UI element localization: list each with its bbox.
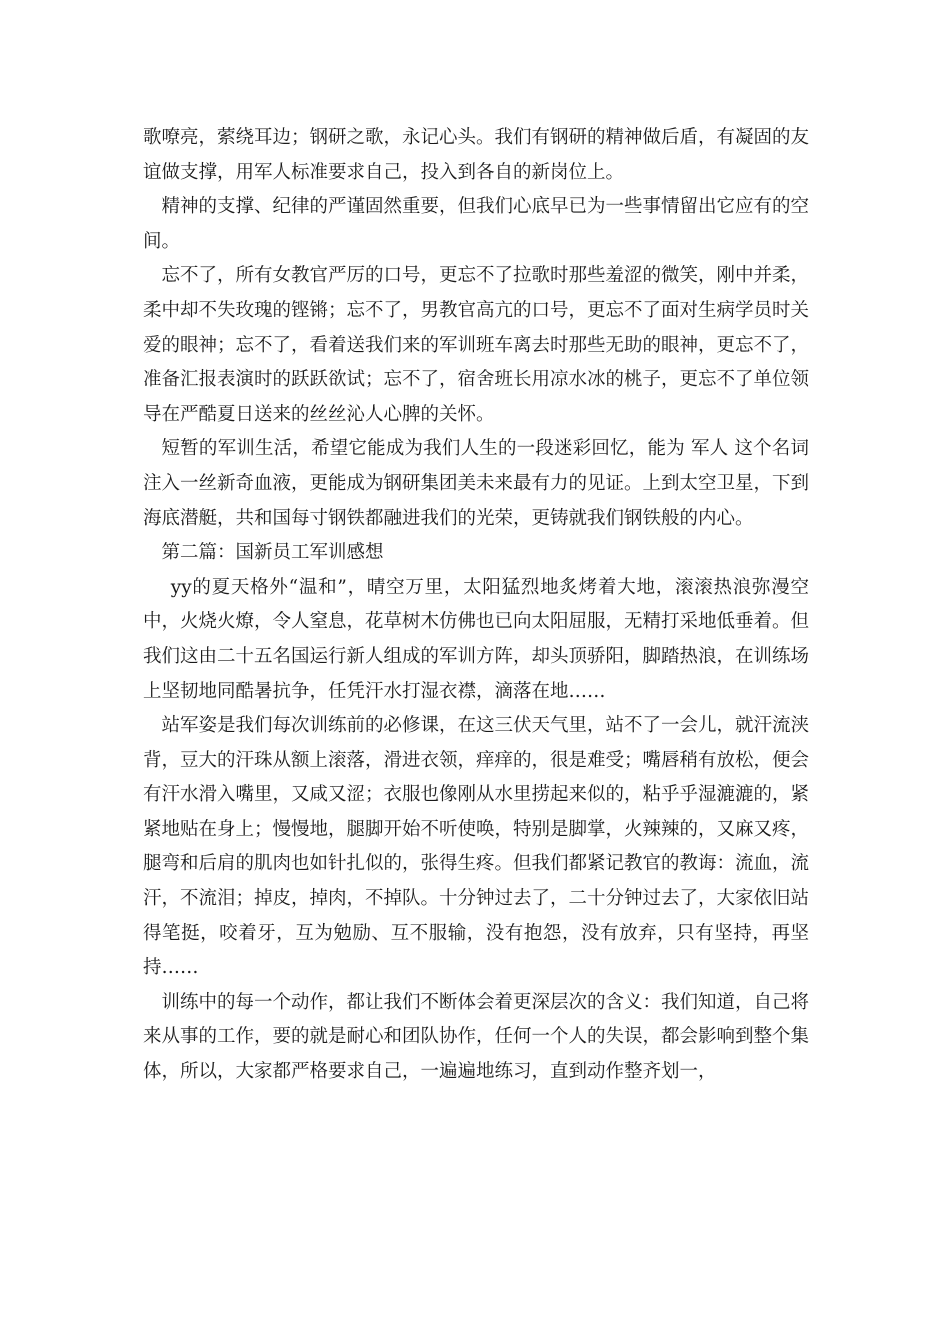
paragraph-short-training: 短暂的军训生活，希望它能成为我们人生的一段迷彩回忆，能为 军人 这个名词注入一丝新奇血液，更能成为钢研集团美未来最有力的见证。上到太空卫星，下到海底潜艇，共和国每寸钢铁都融进我们的光荣，更铸就我们钢铁般的内心。: [143, 438, 810, 529]
paragraph-training-actions: 训练中的每一个动作，都让我们不断体会着更深层次的含义：我们知道，自己将来从事的工作，要的就是耐心和团队协作，任何一个人的失误，都会影响到整个集体，所以，大家都严格要求自己，一遍遍地练习，直到动作整齐划一，: [143, 991, 810, 1083]
paragraph-standing-posture: 站军姿是我们每次训练前的必修课，在这三伏天气里，站不了一会儿，就汗流浃背，豆大的汗珠从额上滚落，滑进衣领，痒痒的，很是难受；嘴唇稍有放松，便会有汗水滑入嘴里，又咸又涩；衣服也像刚从水里捞起来似的，粘乎乎湿漉漉的，紧紧地贴在身上；慢慢地，腿脚开始不听使唤，特别是脚掌，火辣辣的，又麻又疼，腿弯和后肩的肌肉也如针扎似的，张得生疼。但我们都紧记教官的教诲：流血，流汗，不流泪；掉皮，掉肉，不掉队。十分钟过去了，二十分钟过去了，大家依旧站得笔挺，咬着牙，互为勉励、互不服输，没有抱怨，没有放弃，只有坚持，再坚持……: [143, 715, 810, 979]
paragraph-spirit-support: 精神的支撑、纪律的严谨固然重要，但我们心底早已为一些事情留出它应有的空间。: [143, 196, 810, 252]
paragraph-song-continuation: 歌嘹亮，萦绕耳边；钢研之歌，永记心头。我们有钢研的精神做后盾，有凝固的友谊做支撑，用军人标准要求自己，投入到各自的新岗位上。: [143, 127, 810, 183]
paragraph-summer: yy的夏天格外“温和”，晴空万里，太阳猛烈地炙烤着大地，滚滚热浪弥漫空中，火烧火燎，令人窒息，花草树木仿佛也已向太阳屈服，无精打采地低垂着。但我们这由二十五名国运行新人组成的军训方阵，却头顶骄阳，脚踏热浪，在训练场上坚韧地同酷暑抗争，任凭汗水打湿衣襟，滴落在地……: [143, 576, 810, 702]
paragraph-unforgettable: 忘不了，所有女教官严厉的口号，更忘不了拉歌时那些羞涩的微笑，刚中并柔，柔中却不失玫瑰的铿锵；忘不了，男教官高亢的口号，更忘不了面对生病学员时关爱的眼神；忘不了，看着送我们来的军训班车离去时那些无助的眼神，更忘不了，准备汇报表演时的跃跃欲试；忘不了，宿舍班长用凉水冰的桃子，更忘不了单位领导在严酷夏日送来的丝丝沁人心脾的关怀。: [143, 265, 810, 425]
section-heading-second-article: 第二篇：国新员工军训感想: [161, 542, 384, 564]
document-body: [143, 121, 809, 1090]
